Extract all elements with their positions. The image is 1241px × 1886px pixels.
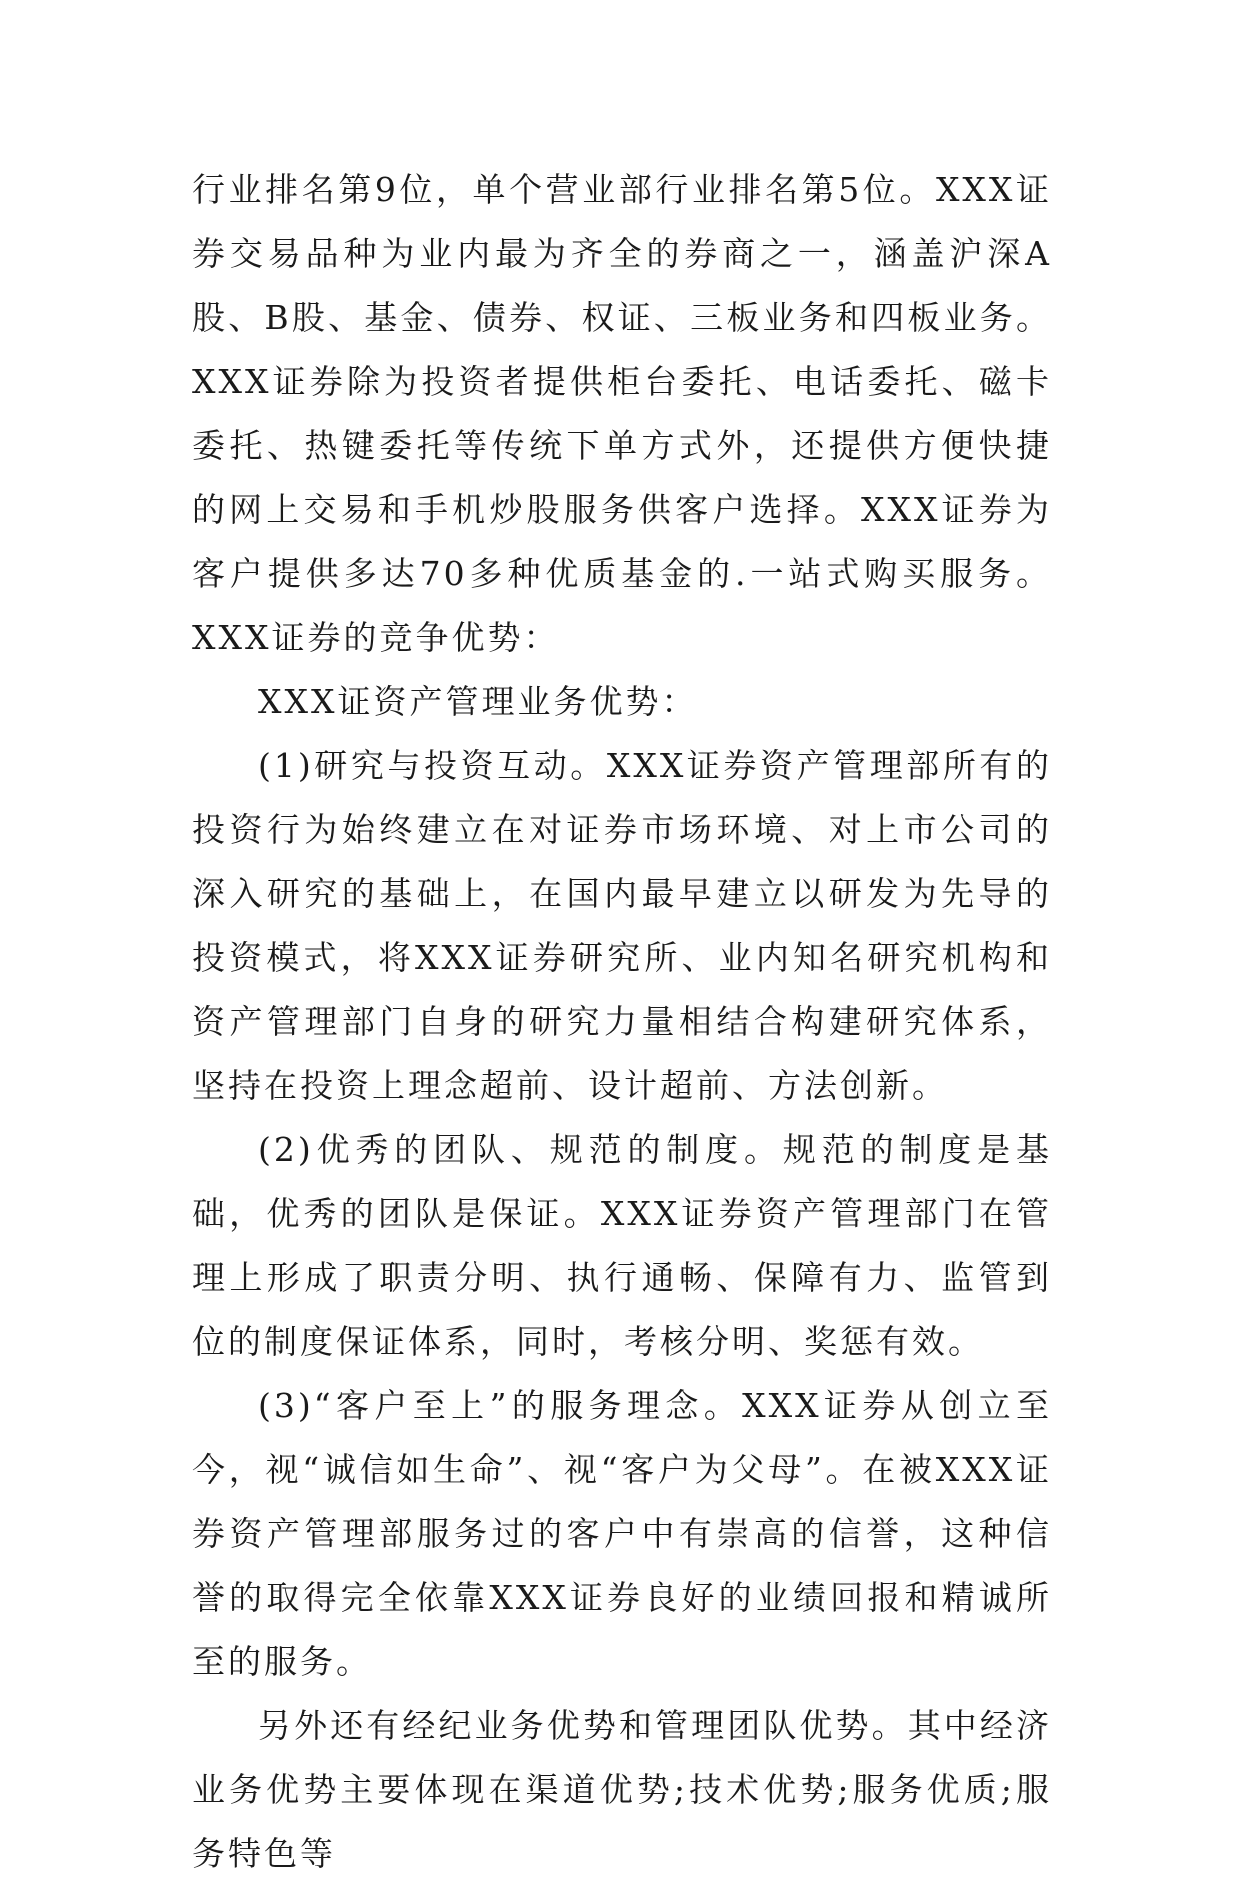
paragraph-team-and-system: (2)优秀的团队、规范的制度。规范的制度是基础，优秀的团队是保证。XXX证券资产管理部门在管理上形成了职责分明、执行通畅、保障有力、监管到位的制度保证体系，同时，考核分明、奖惩有效。: [192, 1130, 1052, 1361]
paragraph-other-advantages: 另外还有经纪业务优势和管理团队优势。其中经济业务优势主要体现在渠道优势;技术优势;服务优质;服务特色等: [192, 1706, 1052, 1873]
paragraph-customer-first: (3)“客户至上”的服务理念。XXX证券从创立至今，视“诚信如生命”、视“客户为父母”。在被XXX证券资产管理部服务过的客户中有崇高的信誉，这种信誉的取得完全依靠XXX证券良好的业绩回报和精诚所至的服务。: [192, 1386, 1052, 1681]
paragraph-research-investment: (1)研究与投资互动。XXX证券资产管理部所有的投资行为始终建立在对证券市场环境、对上市公司的深入研究的基础上，在国内最早建立以研发为先导的投资模式，将XXX证券研究所、业内知名研究机构和资产管理部门自身的研究力量相结合构建研究体系，坚持在投资上理念超前、设计超前、方法创新。: [192, 746, 1052, 1105]
paragraph-ranking-and-products: 行业排名第9位，单个营业部行业排名第5位。XXX证券交易品种为业内最为齐全的券商之一，涵盖沪深A股、B股、基金、债券、权证、三板业务和四板业务。XXX证券除为投资者提供柜台委托、电话委托、磁卡委托、热键委托等传统下单方式外，还提供方便快捷的网上交易和手机炒股服务供客户选择。XXX证券为客户提供多达70多种优质基金的.一站式购买服务。 XXX证券的竞争优势：: [192, 170, 1052, 657]
paragraph-asset-management-heading: XXX证资产管理业务优势：: [258, 682, 698, 721]
document-body: [192, 158, 1052, 1886]
